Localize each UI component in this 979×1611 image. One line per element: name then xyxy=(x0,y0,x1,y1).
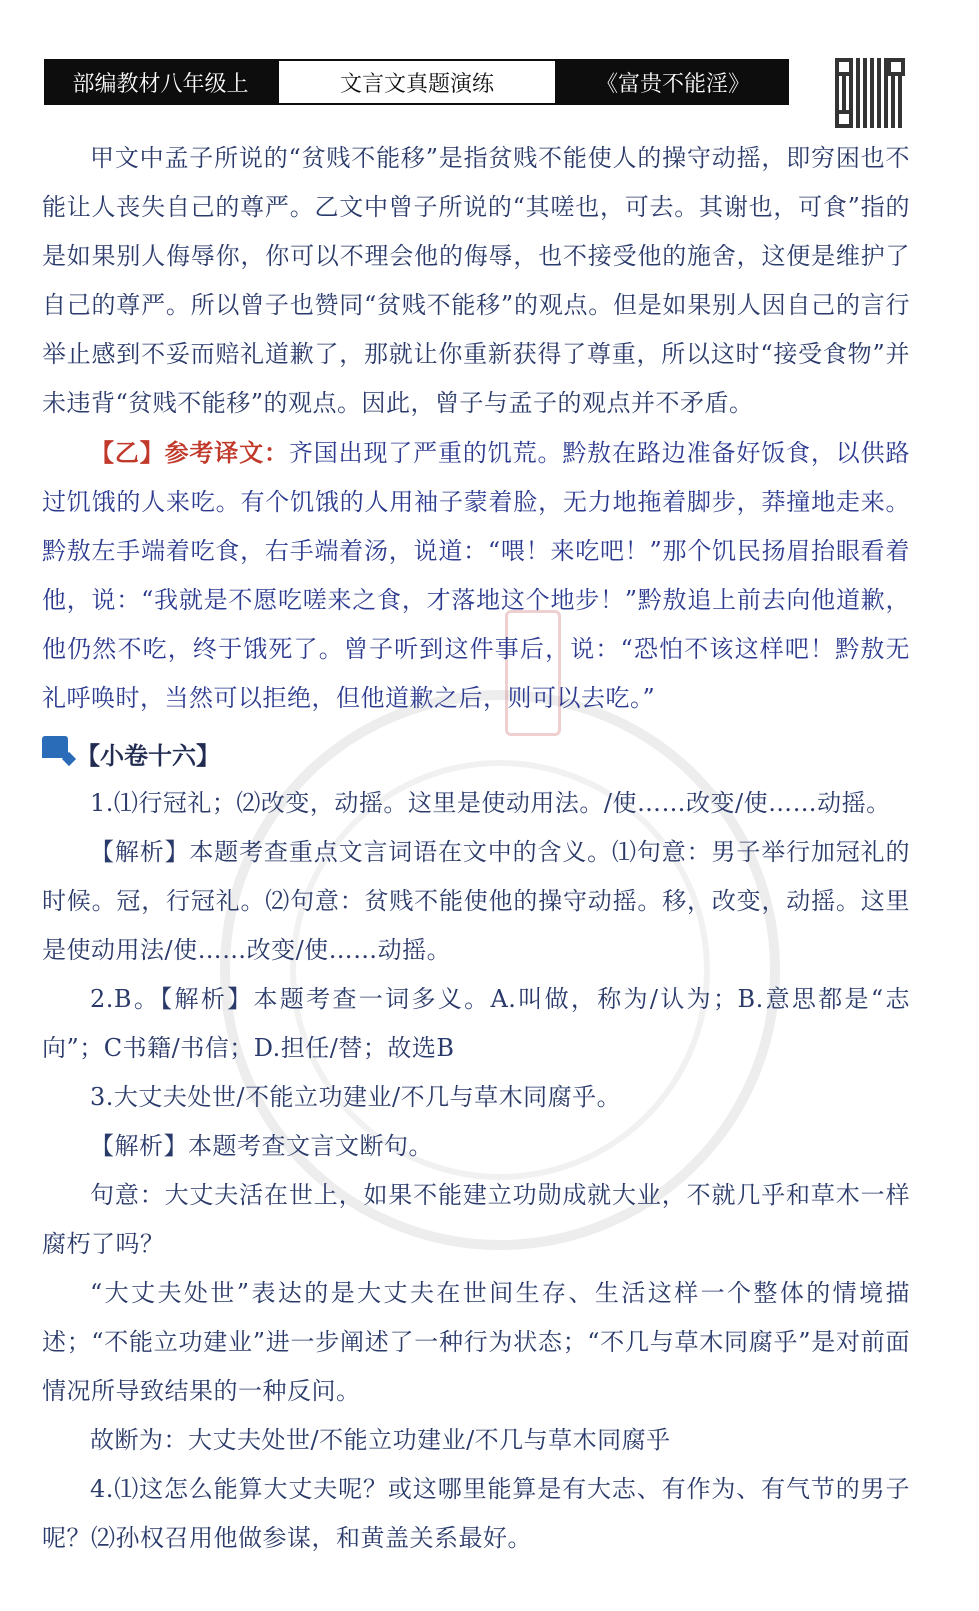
header-topic: 文言文真题演练 xyxy=(277,59,557,105)
translation-label: 【乙】参考译文： xyxy=(90,438,289,467)
document-body xyxy=(42,134,910,1563)
answer-2: 2.B。【解析】本题考查一词多义。A.叫做，称为/认为；B.意思都是“志向”；C书籍/书信；D.担任/替；故选B xyxy=(42,985,910,1062)
answer-3-explanation: “大丈夫处世”表达的是大丈夫在世间生存、生活这样一个整体的情境描述；“不能立功建业”进一步阐述了一种行为状态；“不几与草木同腐乎”是对前面情况所导致结果的一种反问。 xyxy=(42,1279,910,1405)
analysis-paragraph: 甲文中孟子所说的“贫贱不能移”是指贫贱不能使人的操守动摇，即穷困也不能让人丧失自己的尊严。乙文中曾子所说的“其嗟也，可去。其谢也，可食”指的是如果别人侮辱你，你可以不理会他的侮辱，也不接受他的施舍，这便是维护了自己的尊严。所以曾子也赞同“贫贱不能移”的观点。但是如果别人因自己的言行举止感到不妥而赔礼道歉了，那就让你重新获得了尊重，所以这时“接受食物”并未违背“贫贱不能移”的观点。因此，曾子与孟子的观点并不矛盾。 xyxy=(42,144,910,417)
bookmark-icon xyxy=(42,736,68,758)
answer-3-conclusion: 故断为：大丈夫处世/不能立功建业/不几与草木同腐乎 xyxy=(90,1426,671,1454)
answer-3: 3.大丈夫处世/不能立功建业/不几与草木同腐乎。 xyxy=(90,1083,622,1111)
header-grade: 部编教材八年级上 xyxy=(44,59,277,105)
section-heading xyxy=(42,727,910,779)
qr-code-icon xyxy=(835,58,905,128)
answer-4: 4.⑴这怎么能算大丈夫呢？或这哪里能算是有大志、有作为、有气节的男子呢？⑵孙权召用他做参谋，和黄盖关系最好。 xyxy=(42,1475,910,1552)
translation-paragraph xyxy=(42,428,910,723)
answer-1-analysis: 【解析】本题考查重点文言词语在文中的含义。⑴句意：男子举行加冠礼的时候。冠，行冠礼。⑵句意：贫贱不能使他的操守动摇。移，改变，动摇。这里是使动用法/使……改变/使……动摇。 xyxy=(42,838,910,964)
header-bar xyxy=(44,59,789,105)
answer-1: 1.⑴行冠礼；⑵改变，动摇。这里是使动用法。/使……改变/使……动摇。 xyxy=(90,789,891,817)
answer-3-analysis: 【解析】本题考查文言文断句。 xyxy=(90,1132,433,1160)
answer-3-meaning: 句意：大丈夫活在世上，如果不能建立功勋成就大业，不就几乎和草木一样腐朽了吗？ xyxy=(42,1181,910,1258)
section-title: 【小卷十六】 xyxy=(76,740,220,770)
header-title: 《富贵不能淫》 xyxy=(557,59,789,105)
translation-text: 齐国出现了严重的饥荒。黔敖在路边准备好饭食，以供路过饥饿的人来吃。有个饥饿的人用袖子蒙着脸，无力地拖着脚步，莽撞地走来。黔敖左手端着吃食，右手端着汤，说道：“喂！来吃吧！”那个饥民扬眉抬眼看着他，说：“我就是不愿吃嗟来之食，才落地这个地步！”黔敖追上前去向他道歉，他仍然不吃，终于饿死了。曾子听到这件事后，说：“恐怕不该这样吧！黔敖无礼呼唤时，当然可以拒绝，但他道歉之后，则可以去吃。” xyxy=(42,439,910,712)
